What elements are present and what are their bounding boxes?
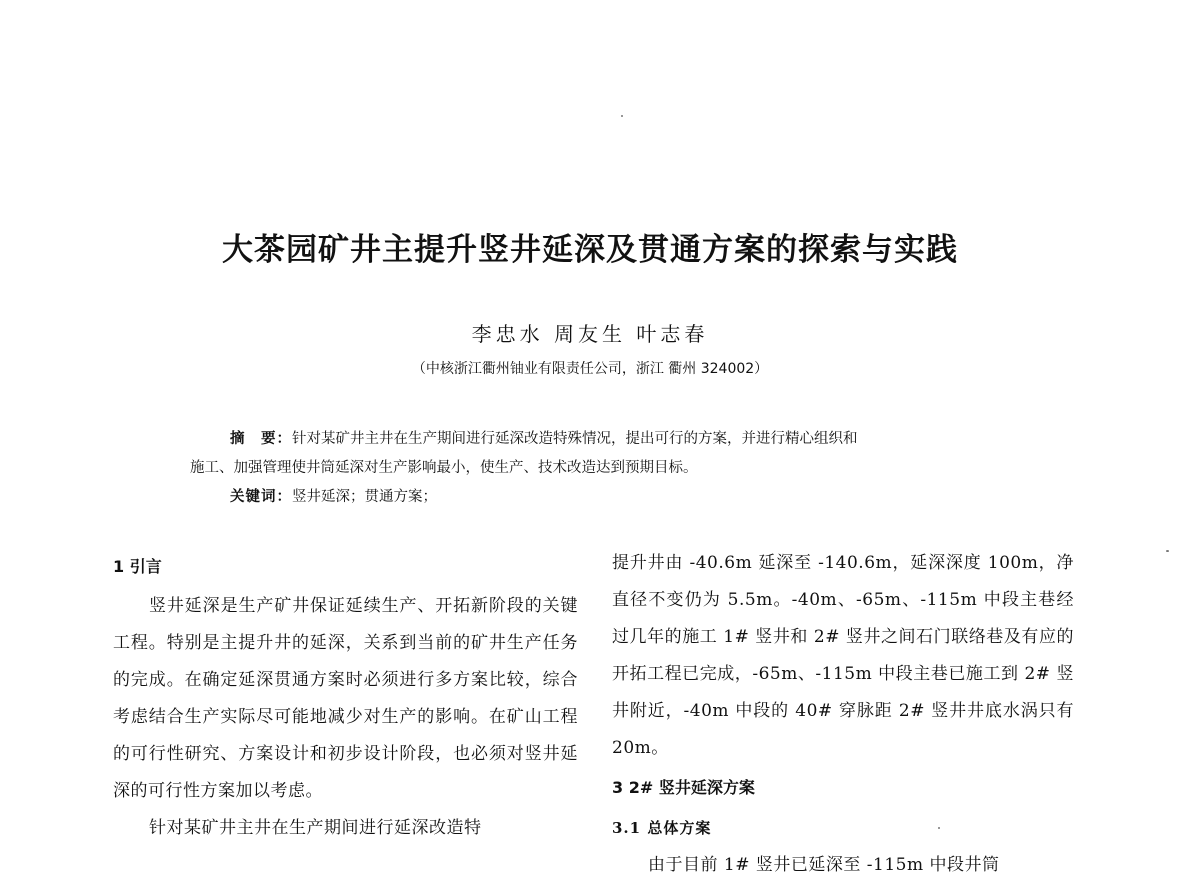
intro-paragraph-1: 竖井延深是生产矿井保证延续生产、开拓新阶段的关键工程。特别是主提升井的延深，关系到当前的矿井生产任务的完成。在确定延深贯通方案时必须进行多方案比较，综合考虑结合生产实际尽可能地减少对生产的影响。在矿山工程的可行性研究、方案设计和初步设计阶段，也必须对竖井延深的可行性方案加以考虑。 xyxy=(113,596,578,801)
right-column xyxy=(612,548,1074,884)
author-list: 李忠水 周友生 叶志春 xyxy=(471,322,709,346)
scan-speck xyxy=(621,115,623,117)
abstract-line-1 xyxy=(190,425,1010,454)
shaft-description-paragraph: 提升井由 -40.6m 延深至 -140.6m，延深深度 100m，净直径不变仍为 5.5m。-40m、-65m、-115m 中段主巷经过几年的施工 1# 竖井和 2# 竖井之间石门联络巷及有应的开拓工程已完成，-65m、-115m 中段主巷已施工到 2# 竖井附近，-40m 中段的 40# 穿脉距 2# 竖井井底水涡只有 20m。 xyxy=(612,553,1074,758)
abstract-label: 摘 要： xyxy=(230,431,292,447)
abstract-block xyxy=(190,425,1010,512)
abstract-text-2: 施工、加强管理使井筒延深对生产影响最小，使生产、技术改造达到预期目标。 xyxy=(190,460,698,476)
paper-title: 大茶园矿井主提升竖井延深及贯通方案的探索与实践 xyxy=(222,232,958,268)
left-column xyxy=(113,548,578,847)
overall-scheme-paragraph: 由于目前 1# 竖井已延深至 -115m 中段井筒 xyxy=(648,855,1000,875)
keywords-text: 竖井延深；贯通方案； xyxy=(292,489,437,505)
keywords-line xyxy=(190,483,1010,512)
section-heading-scheme: 3 2# 竖井延深方案 xyxy=(612,778,755,797)
intro-paragraph-2: 针对某矿井主井在生产期间进行延深改造特 xyxy=(149,818,482,838)
abstract-text-1: 针对某矿井主井在生产期间进行延深改造特殊情况，提出可行的方案，并进行精心组织和 xyxy=(292,431,858,447)
scan-speck xyxy=(1166,550,1169,552)
author-affiliation: （中核浙江衢州铀业有限责任公司，浙江 衢州 324002） xyxy=(411,361,769,377)
keywords-label: 关键词： xyxy=(230,489,292,505)
subsection-heading-overall: 3.1 总体方案 xyxy=(612,819,712,837)
section-heading-intro: 1 引言 xyxy=(113,557,162,576)
